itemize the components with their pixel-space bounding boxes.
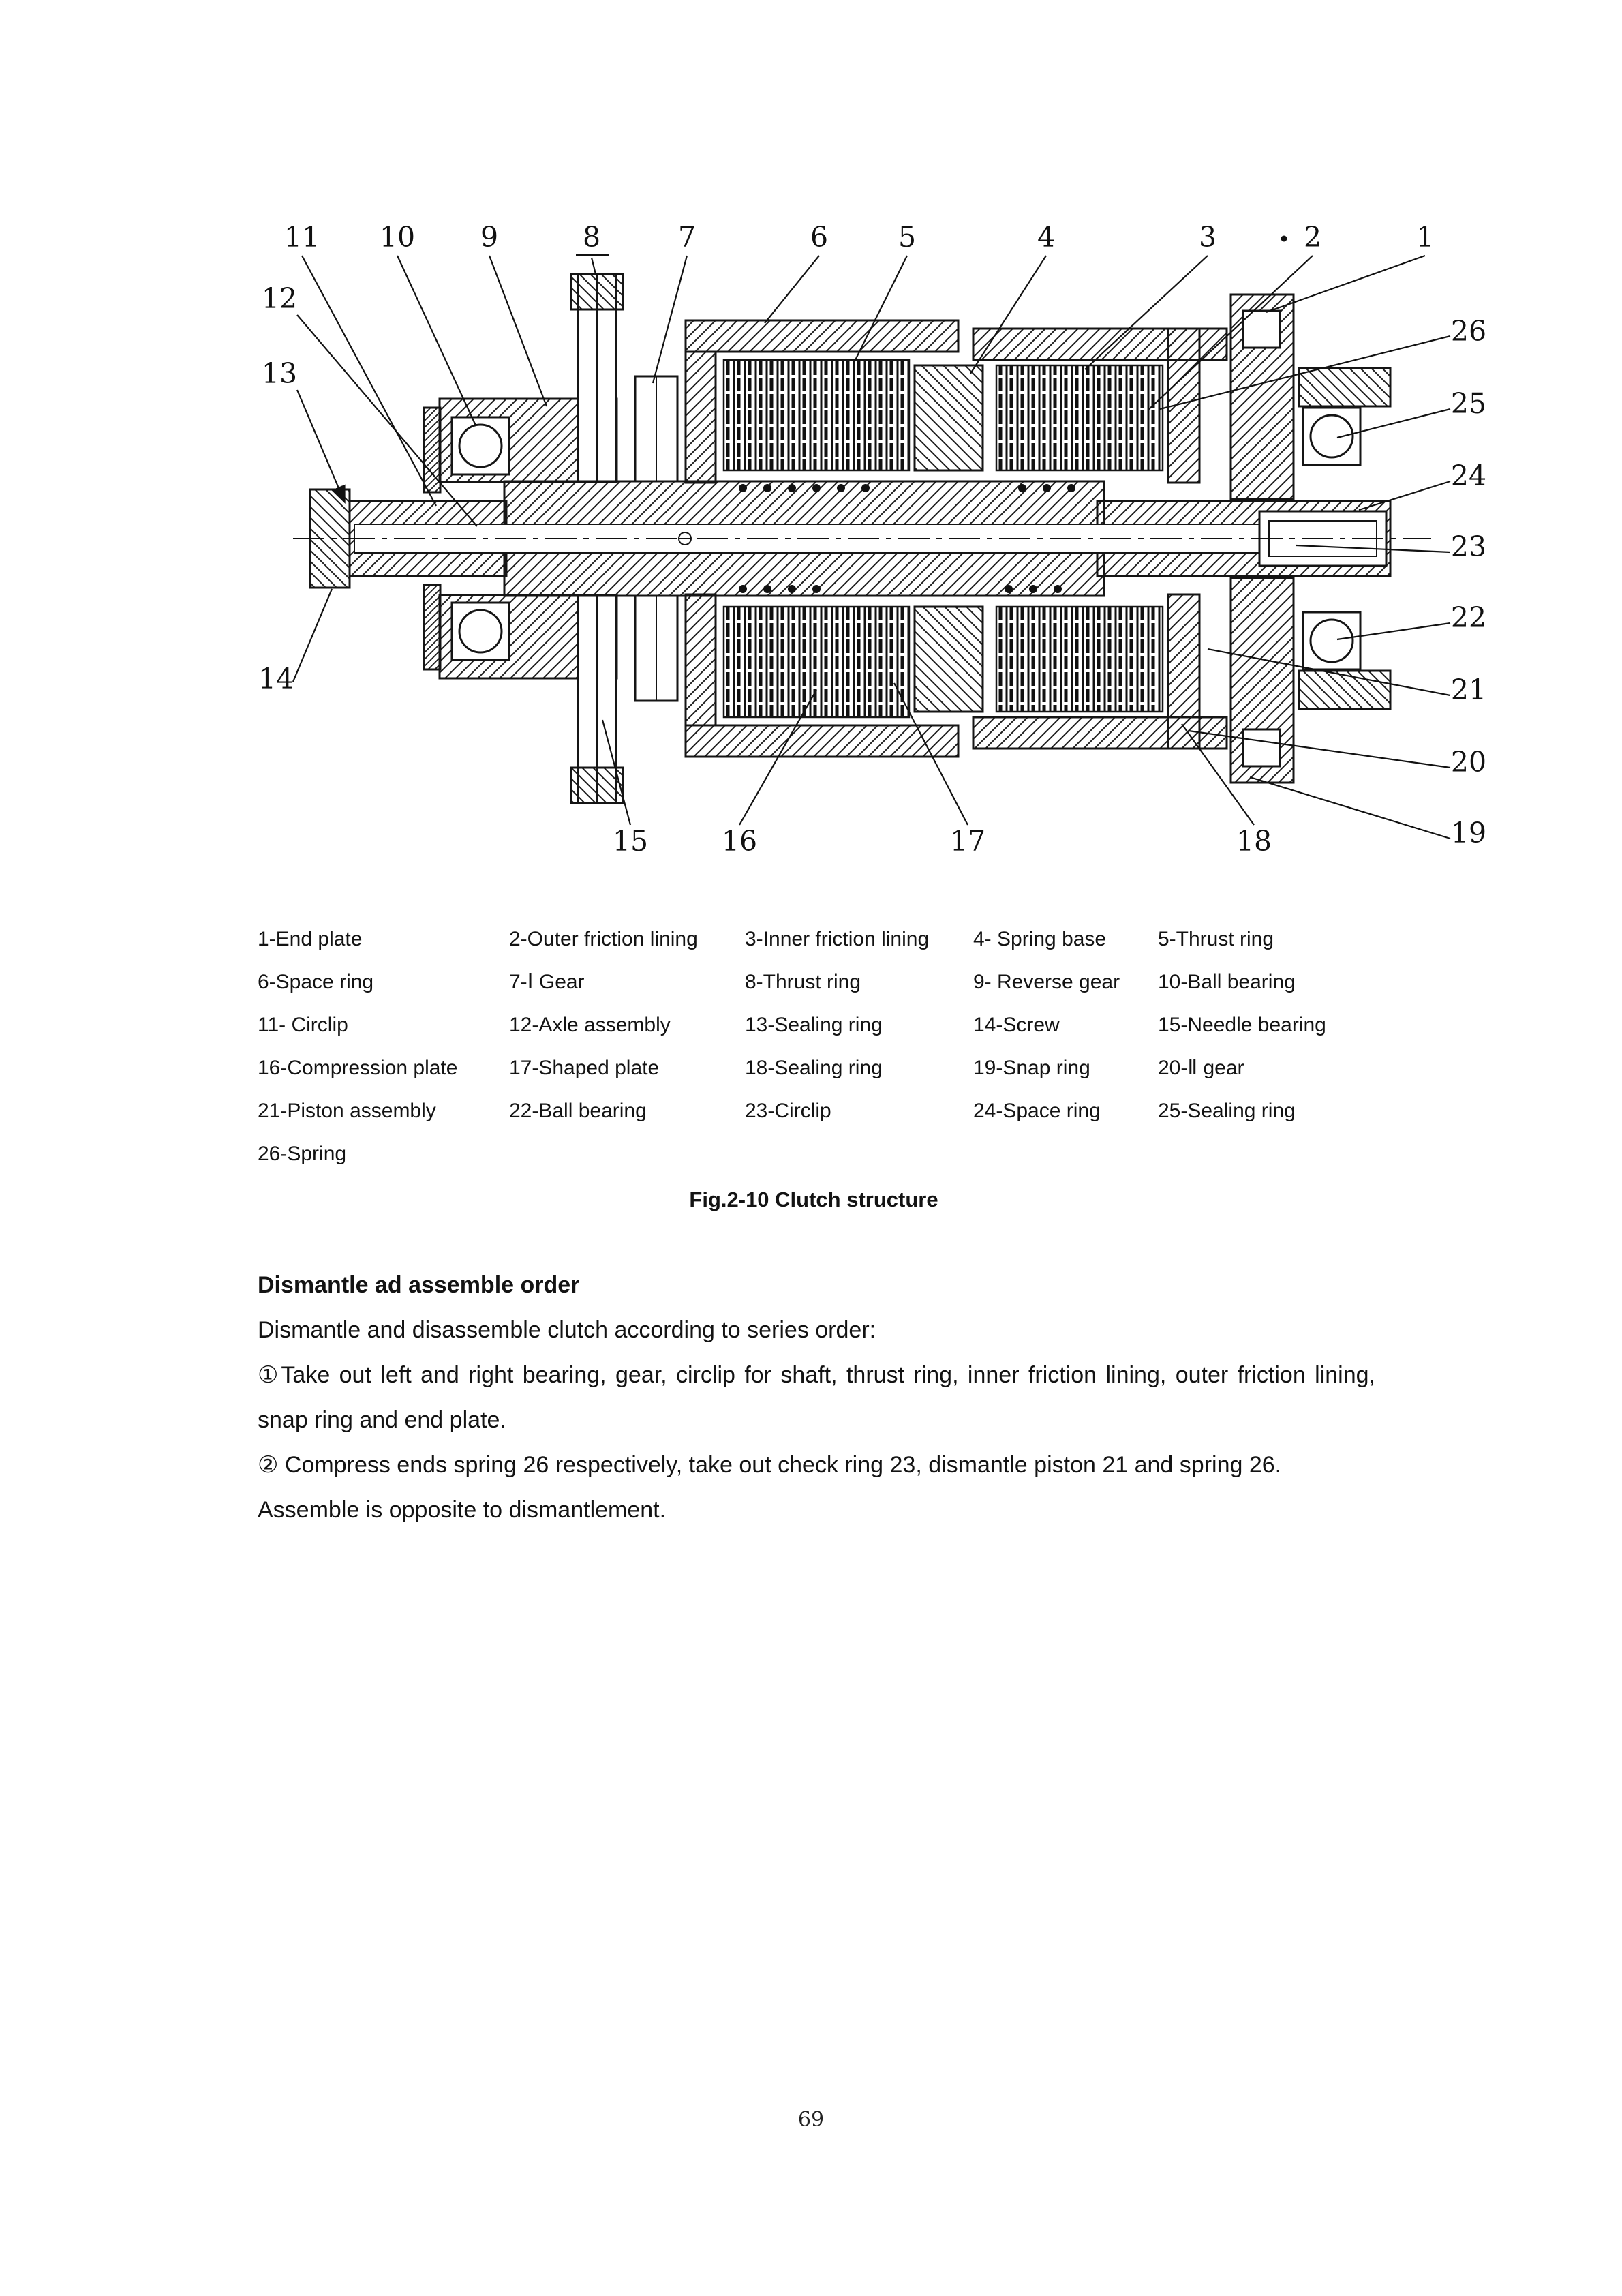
callout-26: 26 xyxy=(1450,315,1487,348)
part-item: 12-Axle assembly xyxy=(509,1013,671,1036)
callout-15: 15 xyxy=(612,825,649,858)
callout-14: 14 xyxy=(258,663,294,695)
callout-6: 6 xyxy=(810,221,829,254)
callout-20: 20 xyxy=(1450,746,1487,779)
parts-list xyxy=(258,918,1457,1175)
callout-8: 8 xyxy=(582,221,601,254)
part-item: 4- Spring base xyxy=(973,927,1107,950)
parts-row xyxy=(258,961,1457,1003)
part-item: 13-Sealing ring xyxy=(745,1013,883,1036)
callout-1: 1 xyxy=(1416,221,1435,254)
body-paragraph: ①Take out left and right bearing, gear, circlip for shaft, thrust ring, inner friction lining, outer friction lining, snap ring and end plate. xyxy=(258,1362,1375,1433)
part-item: 6-Space ring xyxy=(258,970,374,993)
part-item: 24-Space ring xyxy=(973,1099,1101,1122)
callout-10: 10 xyxy=(379,221,416,254)
page-number: 69 xyxy=(797,2108,825,2132)
part-item: 22-Ball bearing xyxy=(509,1099,647,1122)
part-item: 11- Circlip xyxy=(258,1013,348,1036)
callout-5: 5 xyxy=(898,221,917,254)
callout-9: 9 xyxy=(480,221,499,254)
part-item: 21-Piston assembly xyxy=(258,1099,436,1122)
body-paragraph: Assemble is opposite to dismantlement. xyxy=(258,1497,667,1523)
callout-16: 16 xyxy=(721,825,758,858)
callout-18: 18 xyxy=(1236,825,1272,858)
part-item: 9- Reverse gear xyxy=(973,970,1120,993)
part-item: 15-Needle bearing xyxy=(1158,1013,1326,1036)
figure-caption: Fig.2-10 Clutch structure xyxy=(689,1188,938,1211)
part-item: 19-Snap ring xyxy=(973,1056,1090,1079)
callout-24: 24 xyxy=(1450,459,1487,492)
section-heading: Dismantle ad assemble order xyxy=(258,1272,580,1298)
body-paragraph: Dismantle and disassemble clutch according to series order: xyxy=(258,1317,876,1343)
part-item: 5-Thrust ring xyxy=(1158,927,1274,950)
callout-12: 12 xyxy=(261,282,298,315)
callout-4: 4 xyxy=(1037,221,1056,254)
parts-row xyxy=(258,1046,1457,1089)
part-item: 3-Inner friction lining xyxy=(745,927,930,950)
part-item: 26-Spring xyxy=(258,1142,347,1165)
part-item: 23-Circlip xyxy=(745,1099,831,1122)
callout-2: 2 xyxy=(1303,221,1322,254)
part-item: 14-Screw xyxy=(973,1013,1060,1036)
parts-row xyxy=(258,1089,1457,1132)
callout-23: 23 xyxy=(1450,530,1487,563)
part-item: 17-Shaped plate xyxy=(509,1056,660,1079)
part-item: 10-Ball bearing xyxy=(1158,970,1296,993)
part-item: 16-Compression plate xyxy=(258,1056,458,1079)
parts-row xyxy=(258,1132,1457,1175)
callout-7: 7 xyxy=(677,221,697,254)
callout-17: 17 xyxy=(949,825,986,858)
part-item: 8-Thrust ring xyxy=(745,970,861,993)
part-item: 18-Sealing ring xyxy=(745,1056,883,1079)
parts-row xyxy=(258,918,1457,961)
callout-21: 21 xyxy=(1450,674,1487,706)
part-item: 20-Ⅱ gear xyxy=(1158,1057,1244,1079)
callout-19: 19 xyxy=(1450,817,1487,849)
callout-13: 13 xyxy=(261,357,298,390)
body-paragraph: ② Compress ends spring 26 respectively, take out check ring 23, dismantle piston 21 and spring 26. xyxy=(258,1452,1282,1478)
part-item: 25-Sealing ring xyxy=(1158,1099,1296,1122)
part-item: 7-Ⅰ Gear xyxy=(509,971,585,993)
callout-22: 22 xyxy=(1450,601,1487,634)
part-item: 2-Outer friction lining xyxy=(509,927,698,950)
callout-25: 25 xyxy=(1450,387,1487,420)
callout-11: 11 xyxy=(284,221,320,254)
callout-3: 3 xyxy=(1198,221,1217,254)
stray-dot xyxy=(1281,236,1287,242)
parts-row xyxy=(258,1003,1457,1046)
body-text xyxy=(258,1263,1375,1532)
clutch-diagram xyxy=(0,0,1622,927)
part-item: 1-End plate xyxy=(258,927,363,950)
